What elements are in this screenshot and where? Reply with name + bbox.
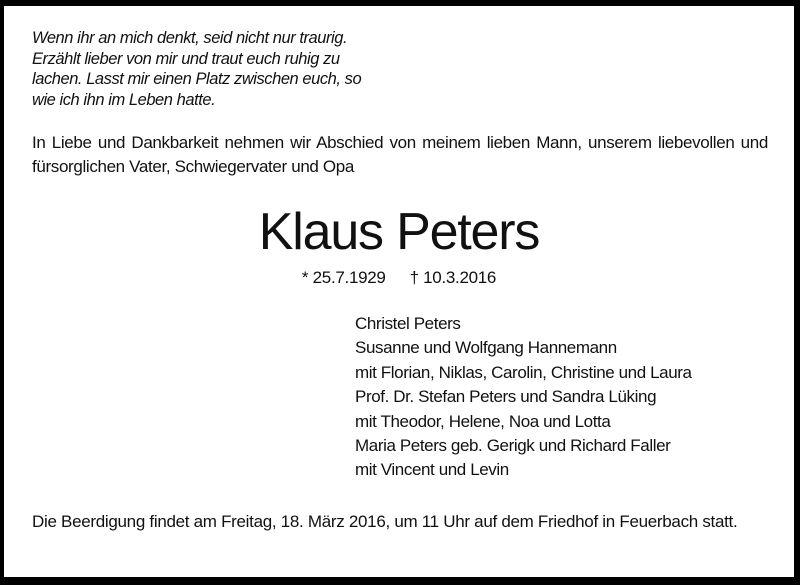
family-line: Christel Peters [355,314,461,333]
family-line: mit Vincent und Levin [355,460,509,480]
poem [32,28,361,111]
poem-line: Wenn ihr an mich denkt, seid nicht nur traurig. [32,29,348,47]
family-list [355,312,692,483]
poem-line: Erzählt lieber von mir und traut euch ruhig zu [32,49,340,68]
family-line: mit Florian, Niklas, Carolin, Christine und Laura [355,362,692,382]
poem-line: lachen. Lasst mir einen Platz zwischen euch, so [32,70,362,89]
deceased-name: Klaus Peters [258,203,540,261]
obituary-notice [4,6,794,577]
life-dates [4,268,794,288]
family-line: Susanne und Wolfgang Hannemann [355,338,617,358]
birth-date: * 25.7.1929 [301,268,386,287]
funeral-info: Die Beerdigung findet am Freitag, 18. März 2016, um 11 Uhr auf dem Friedhof in Feuerbach statt. [32,512,738,531]
family-line: Maria Peters geb. Gerigk und Richard Faller [355,436,671,456]
family-line: Prof. Dr. Stefan Peters und Sandra Lüking [355,387,657,407]
intro-text: In Liebe und Dankbarkeit nehmen wir Abschied von meinem lieben Mann, unserem liebevollen und fürsorglichen Vater, Schwiegervater und Opa [32,133,768,176]
poem-line: wie ich ihn im Leben hatte. [32,91,216,110]
family-line: mit Theodor, Helene, Noa und Lotta [355,411,611,431]
death-date: † 10.3.2016 [409,268,497,287]
